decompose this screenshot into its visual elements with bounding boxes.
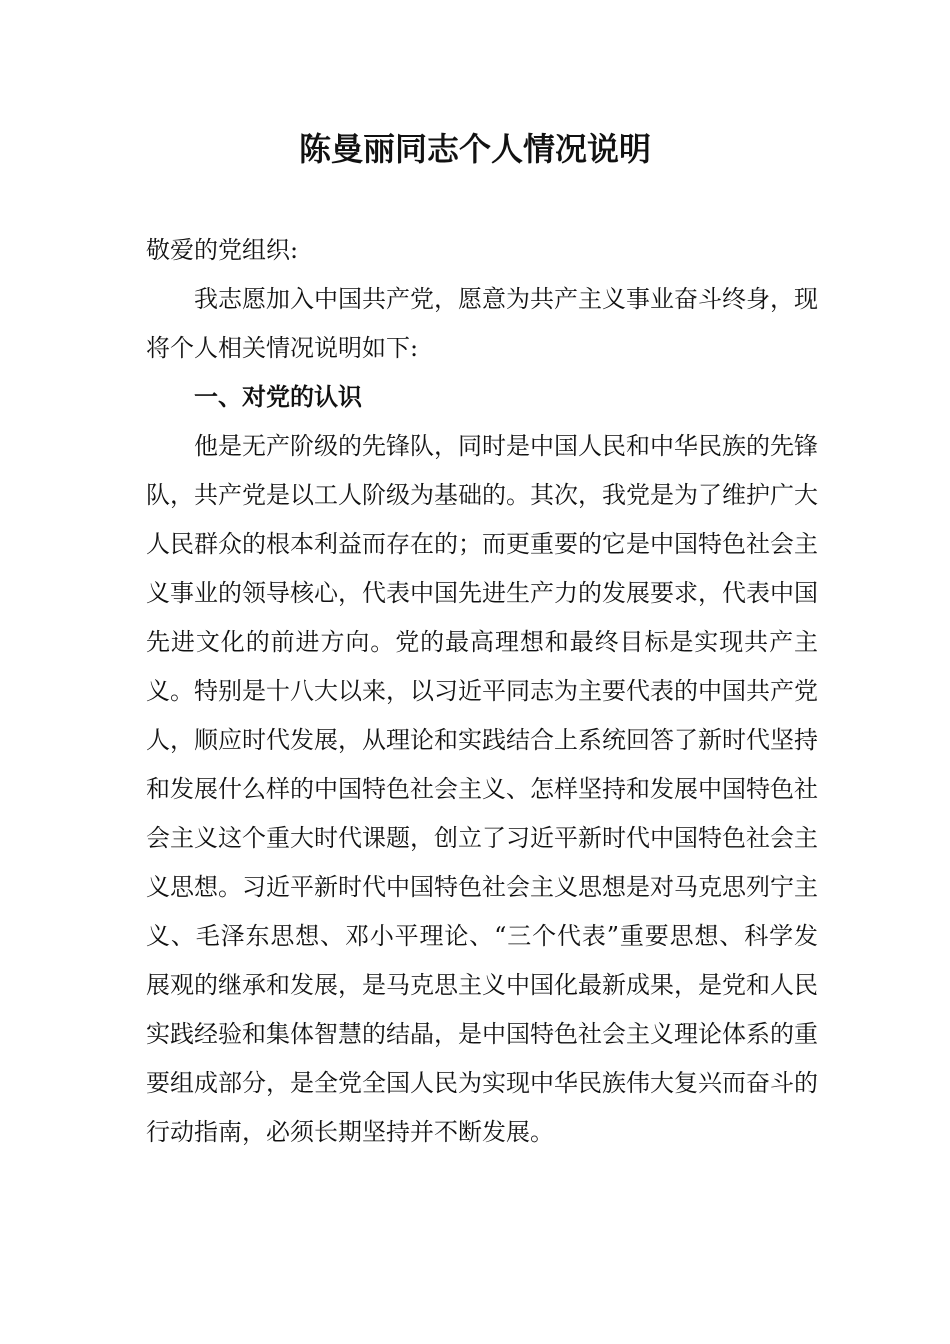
section-paragraph: 他是无产阶级的先锋队，同时是中国人民和中华民族的先锋队，共产党是以工人阶级为基础的。其次，我党是为了维护广大人民群众的根本利益而存在的；而更重要的它是中国特色社会主义事业的领导核心，代表中国先进生产力的发展要求，代表中国先进文化的前进方向。党的最高理想和最终目标是实现共产主义。特别是十八大以来，以习近平同志为主要代表的中国共产党人，顺应时代发展，从理论和实践结合上系统回答了新时代坚持和发展什么样的中国特色社会主义、怎样坚持和发展中国特色社会主义这个重大时代课题，创立了习近平新时代中国特色社会主义思想。习近平新时代中国特色社会主义思想是对马克思列宁主义、毛泽东思想、邓小平理论、“三个代表”重要思想、科学发展观的继承和发展，是马克思主义中国化最新成果，是党和人民实践经验和集体智慧的结晶，是中国特色社会主义理论体系的重要组成部分，是全党全国人民为实现中华民族伟大复兴而奋斗的行动指南，必须长期坚持并不断发展。 (146, 432, 818, 1146)
intro-paragraph: 我志愿加入中国共产党，愿意为共产主义事业奋斗终身，现将个人相关情况说明如下: (146, 285, 818, 362)
document-title: 陈曼丽同志个人情况说明 (298, 130, 651, 168)
document-body (146, 226, 818, 1157)
salutation: 敬爱的党组织: (146, 236, 299, 264)
section-heading: 一、对党的认识 (194, 383, 362, 411)
